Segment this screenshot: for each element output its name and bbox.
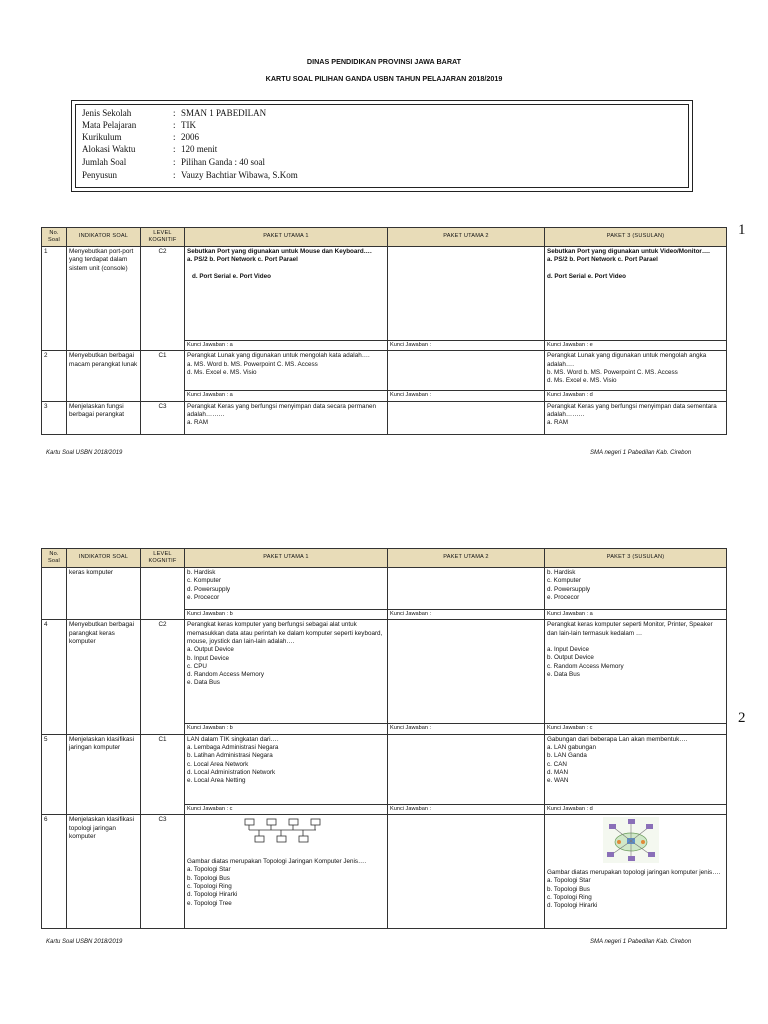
answer-option: a. Output Device bbox=[187, 646, 234, 654]
level-cell: C2 bbox=[141, 247, 185, 351]
info-label: Penyusun bbox=[82, 170, 118, 180]
paket2-question-cell bbox=[388, 734, 545, 804]
col-header-indikator: INDIKATOR SOAL bbox=[67, 228, 141, 247]
header-title-dinas: DINAS PENDIDIKAN PROVINSI JAWA BARAT bbox=[306, 57, 462, 66]
question-number bbox=[42, 568, 67, 620]
answer-option: c. Random Access Memory bbox=[547, 662, 624, 670]
question-stem: LAN dalam TIK singkatan dari…. bbox=[187, 735, 279, 743]
info-colon: : bbox=[173, 120, 176, 130]
answer-option: e. Topologi Tree bbox=[187, 899, 232, 907]
answer-option: e. Procecor bbox=[547, 593, 580, 601]
indikator-cell: Menjelaskan klasifikasi jaringan komputer bbox=[67, 734, 141, 814]
footer-left: Kartu Soal USBN 2018/2019 bbox=[46, 939, 123, 945]
answer-option: b. LAN Ganda bbox=[547, 752, 587, 760]
answer-options: d. Port Serial e. Port Video bbox=[547, 272, 626, 280]
level-cell: C1 bbox=[141, 734, 185, 814]
level-cell: C3 bbox=[141, 815, 185, 929]
col-header-soal: Soal bbox=[48, 237, 60, 243]
answer-key: Kunci Jawaban : a bbox=[185, 391, 388, 401]
col-header-kognitif-label: KOGNITIF bbox=[148, 558, 177, 564]
table-row bbox=[42, 351, 727, 391]
question-stem: Sebutkan Port yang digunakan untuk Mouse dan Keyboard…. bbox=[187, 248, 372, 255]
paket1-question-cell bbox=[185, 351, 388, 391]
answer-option: a. LAN gabungan bbox=[547, 744, 597, 752]
level-cell: C1 bbox=[141, 351, 185, 401]
answer-option: d. Topologi Hirarki bbox=[187, 891, 238, 899]
question-stem: Perangkat Lunak yang digunakan untuk mengolah kata adalah…. bbox=[187, 352, 370, 360]
question-number: 4 bbox=[42, 620, 67, 734]
col-header-soal: Soal bbox=[48, 558, 60, 564]
answer-option: b. Latihan Administrasi Negara bbox=[187, 752, 273, 760]
answer-key: Kunci Jawaban : a bbox=[185, 341, 388, 351]
answer-option: c. Topologi Ring bbox=[547, 894, 592, 902]
table-row bbox=[42, 815, 727, 929]
answer-option: c. Komputer bbox=[187, 577, 221, 585]
answer-key: Kunci Jawaban : b bbox=[185, 724, 388, 734]
question-stem: Gambar diatas merupakan Topologi Jaringan Komputer Jenis…. bbox=[187, 858, 367, 866]
col-header-paket3: PAKET 3 (SUSULAN) bbox=[545, 228, 727, 247]
question-stem: Perangkat keras komputer seperti Monitor, Printer, Speaker dan lain-lain termasuk kedalam … bbox=[547, 621, 713, 637]
table-row bbox=[42, 620, 727, 724]
answer-options: a. RAM bbox=[187, 419, 208, 427]
paket3-question-cell bbox=[545, 247, 727, 341]
answer-options: a. PS/2 b. Port Network c. Port Parael bbox=[187, 256, 298, 264]
info-value: SMAN 1 PABEDILAN bbox=[181, 108, 267, 118]
answer-option: d. Topologi Hirarki bbox=[547, 902, 598, 910]
answer-option: d. Local Administration Network bbox=[187, 768, 276, 776]
col-header-indikator: INDIKATOR SOAL bbox=[67, 549, 141, 568]
paket2-question-cell bbox=[388, 401, 545, 434]
answer-option: d. Random Access Memory bbox=[187, 671, 264, 679]
question-number: 5 bbox=[42, 734, 67, 814]
col-header-paket1: PAKET UTAMA 1 bbox=[185, 549, 388, 568]
paket3-question-cell bbox=[545, 734, 727, 804]
paket1-question-cell bbox=[185, 401, 388, 434]
question-stem: Perangkat Keras yang berfungsi menyimpan data sementara adalah……… bbox=[547, 402, 717, 419]
paket1-question-cell bbox=[185, 620, 388, 724]
footer-right: SMA negeri 1 Pabedilan Kab. Cirebon bbox=[590, 939, 692, 945]
col-header-no-soal bbox=[42, 228, 67, 247]
info-label: Mata Pelajaran bbox=[82, 120, 137, 130]
col-header-paket3: PAKET 3 (SUSULAN) bbox=[545, 549, 727, 568]
answer-option: b. Hardisk bbox=[187, 569, 216, 576]
header-title-kartu-soal: KARTU SOAL PILIHAN GANDA USBN TAHUN PELAJARAN 2018/2019 bbox=[265, 74, 503, 83]
info-label: Kurikulum bbox=[82, 132, 122, 142]
answer-key: Kunci Jawaban : e bbox=[545, 341, 727, 351]
info-label: Jumlah Soal bbox=[82, 157, 127, 167]
answer-options: b. MS. Word b. MS. Powerpoint C. MS. Access bbox=[547, 368, 678, 376]
answer-option: c. Local Area Network bbox=[187, 760, 249, 768]
paket1-question-cell bbox=[185, 568, 388, 610]
answer-option: b. Topologi Bus bbox=[187, 874, 230, 882]
page-number-2: 2 bbox=[738, 710, 746, 726]
question-number: 6 bbox=[42, 815, 67, 929]
indikator-cell: Menyebutkan port-port yang terdapat dalam sistem unit (console) bbox=[67, 247, 141, 351]
answer-options: d. Ms. Excel e. MS. Visio bbox=[187, 368, 257, 376]
question-number: 2 bbox=[42, 351, 67, 401]
footer-left: Kartu Soal USBN 2018/2019 bbox=[46, 450, 123, 456]
answer-option: e. Data Bus bbox=[547, 670, 580, 678]
paket3-question-cell bbox=[545, 401, 727, 434]
answer-option: e. Data Bus bbox=[187, 679, 220, 687]
answer-option: a. Input Device bbox=[547, 645, 590, 653]
table-row bbox=[42, 568, 727, 610]
col-header-level-label: LEVEL bbox=[153, 550, 172, 557]
question-table-page-1 bbox=[41, 227, 727, 435]
info-colon: : bbox=[173, 132, 176, 142]
col-header-level bbox=[141, 228, 185, 247]
col-header-level-label: LEVEL bbox=[153, 229, 172, 236]
answer-option: c. CPU bbox=[187, 662, 207, 670]
answer-key: Kunci Jawaban : a bbox=[545, 610, 727, 620]
info-value: 2006 bbox=[181, 132, 199, 142]
answer-key: Kunci Jawaban : c bbox=[545, 724, 727, 734]
question-stem: Gabungan dari beberapa Lan akan membentuk…. bbox=[547, 735, 688, 743]
answer-option: a. Lembaga Administrasi Negara bbox=[187, 744, 279, 752]
paket2-question-cell bbox=[388, 620, 545, 724]
question-stem: Perangkat Lunak yang digunakan untuk mengolah angka adalah…. bbox=[547, 352, 707, 368]
answer-key: Kunci Jawaban : b bbox=[185, 610, 388, 620]
answer-option: a. Topologi Star bbox=[547, 877, 591, 885]
answer-key: Kunci Jawaban : bbox=[388, 804, 545, 814]
answer-key: Kunci Jawaban : bbox=[388, 724, 545, 734]
school-info-box bbox=[71, 100, 693, 192]
answer-key: Kunci Jawaban : d bbox=[545, 391, 727, 401]
answer-options: a. RAM bbox=[547, 419, 568, 427]
answer-key: Kunci Jawaban : bbox=[388, 341, 545, 351]
col-header-no-soal bbox=[42, 549, 67, 568]
info-colon: : bbox=[173, 108, 176, 118]
table-row bbox=[42, 247, 727, 341]
answer-option: e. Local Area Netting bbox=[187, 777, 246, 785]
col-header-paket1: PAKET UTAMA 1 bbox=[185, 228, 388, 247]
answer-option: c. Komputer bbox=[547, 577, 581, 585]
answer-option: e. WAN bbox=[547, 777, 569, 785]
answer-key: Kunci Jawaban : d bbox=[545, 804, 727, 814]
star-topology-image bbox=[603, 817, 659, 863]
answer-option: c. Topologi Ring bbox=[187, 883, 232, 891]
paket1-question-cell bbox=[185, 815, 388, 929]
info-colon: : bbox=[173, 170, 176, 180]
indikator-cell: Menjelaskan fungsi berbagai perangkat bbox=[67, 401, 141, 434]
indikator-cell: Menyebutkan berbagai macam perangkat lunak bbox=[67, 351, 141, 401]
info-label: Jenis Sekolah bbox=[82, 108, 132, 118]
answer-option: b. Hardisk bbox=[547, 569, 576, 576]
indikator-cell: Menjelaskan klasifikasi topologi jaringan komputer bbox=[67, 815, 141, 929]
answer-options: a. MS. Word b. MS. Powerpoint C. MS. Access bbox=[187, 360, 318, 368]
answer-key: Kunci Jawaban : bbox=[388, 391, 545, 401]
col-header-level bbox=[141, 549, 185, 568]
paket3-question-cell bbox=[545, 351, 727, 391]
question-stem: Sebutkan Port yang digunakan untuk Video/Monitor…. bbox=[547, 248, 710, 255]
answer-option: e. Procecor bbox=[187, 593, 220, 601]
footer-right: SMA negeri 1 Pabedilan Kab. Cirebon bbox=[590, 450, 692, 456]
info-value: TIK bbox=[181, 120, 196, 130]
answer-option: d. Powersupply bbox=[547, 585, 591, 593]
bus-topology-diagram bbox=[243, 818, 323, 844]
paket2-question-cell bbox=[388, 247, 545, 341]
info-label: Alokasi Waktu bbox=[82, 144, 136, 154]
answer-option: a. Topologi Star bbox=[187, 866, 231, 874]
indikator-cell: Menyebutkan berbagai parangkat keras komputer bbox=[67, 620, 141, 734]
indikator-cell: keras komputer bbox=[67, 568, 141, 620]
col-header-paket2: PAKET UTAMA 2 bbox=[388, 549, 545, 568]
answer-option: c. CAN bbox=[547, 760, 567, 768]
answer-option: d. MAN bbox=[547, 768, 568, 776]
table-row bbox=[42, 734, 727, 804]
level-cell: C3 bbox=[141, 401, 185, 434]
paket2-question-cell bbox=[388, 351, 545, 391]
info-value: Vauzy Bachtiar Wibawa, S.Kom bbox=[181, 170, 298, 180]
answer-options: d. Port Serial e. Port Video bbox=[192, 272, 271, 280]
answer-key: Kunci Jawaban : c bbox=[185, 804, 388, 814]
col-header-no: No. bbox=[49, 550, 59, 557]
col-header-no: No. bbox=[49, 229, 59, 236]
question-number: 1 bbox=[42, 247, 67, 351]
question-stem: Gambar diatas merupakan topologi jaringan komputer jenis…. bbox=[547, 869, 721, 877]
paket2-question-cell bbox=[388, 815, 545, 929]
answer-options: a. PS/2 b. Port Network c. Port Parael bbox=[547, 256, 658, 264]
answer-option: b. Output Device bbox=[547, 654, 594, 662]
paket3-question-cell bbox=[545, 620, 727, 724]
paket1-question-cell bbox=[185, 247, 388, 341]
page-number-1: 1 bbox=[738, 222, 746, 238]
info-value: 120 menit bbox=[181, 144, 218, 154]
question-number: 3 bbox=[42, 401, 67, 434]
answer-key: Kunci Jawaban : bbox=[388, 610, 545, 620]
paket2-question-cell bbox=[388, 568, 545, 610]
question-stem: Perangkat Keras yang berfungsi menyimpan data secara permanen adalah……… bbox=[187, 402, 377, 419]
col-header-paket2: PAKET UTAMA 2 bbox=[388, 228, 545, 247]
answer-option: b. Input Device bbox=[187, 654, 230, 662]
paket3-question-cell bbox=[545, 815, 727, 929]
answer-option: d. Powersupply bbox=[187, 585, 231, 593]
info-value: Pilihan Ganda : 40 soal bbox=[181, 157, 265, 167]
answer-options: d. Ms. Excel e. MS. Visio bbox=[547, 377, 617, 385]
level-cell bbox=[141, 568, 185, 620]
col-header-kognitif-label: KOGNITIF bbox=[148, 237, 177, 243]
info-colon: : bbox=[173, 157, 176, 167]
question-stem: Perangkat keras komputer yang berfungsi sebagai alat untuk memasukkan data atau perintah ke dalam komputer seperti keyboard, mouse, joystick dan lain-lain adalah…. bbox=[187, 621, 383, 645]
info-colon: : bbox=[173, 144, 176, 154]
paket1-question-cell bbox=[185, 734, 388, 804]
paket3-question-cell bbox=[545, 568, 727, 610]
question-table-page-2 bbox=[41, 548, 727, 929]
table-row bbox=[42, 401, 727, 434]
level-cell: C2 bbox=[141, 620, 185, 734]
answer-option: b. Topologi Bus bbox=[547, 885, 590, 893]
